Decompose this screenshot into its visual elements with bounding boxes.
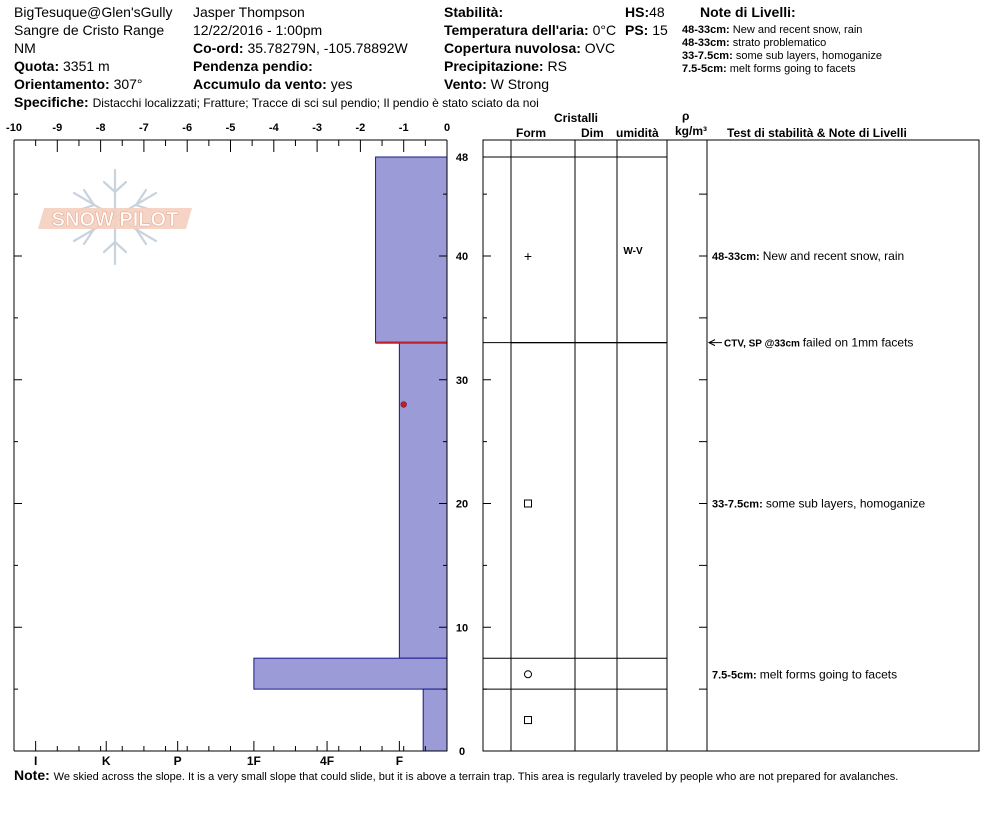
layer-notes-item-text: strato problematico bbox=[729, 37, 827, 49]
elevation-label: Quota: bbox=[14, 58, 60, 74]
hardness-layer-bar bbox=[399, 343, 447, 659]
range-name: Sangre de Cristo Range bbox=[14, 22, 165, 38]
aspect-label: Orientamento: bbox=[14, 76, 110, 92]
hardness-tick-label: P bbox=[173, 754, 182, 768]
temperature-tick-label: -8 bbox=[95, 122, 106, 134]
layer-note-text: some sub layers, homoganize bbox=[765, 496, 926, 511]
temperature-tick-label: -10 bbox=[6, 122, 22, 134]
logo-text: SNOW PILOT bbox=[51, 209, 179, 231]
height-tick-label: 40 bbox=[455, 251, 469, 263]
stability-test bbox=[724, 336, 913, 350]
tests-header: Test di stabilità & Note di Livelli bbox=[727, 126, 907, 140]
crystal-form-symbol bbox=[525, 717, 532, 724]
hardness-tick-label: K bbox=[101, 754, 111, 768]
coordinates-label: Co-ord: bbox=[193, 40, 244, 56]
layer-notes-item-text: melt forms going to facets bbox=[726, 63, 856, 75]
snow-height-value: 48 bbox=[649, 4, 665, 20]
precipitation-label: Precipitazione: bbox=[444, 58, 544, 74]
temperature-point bbox=[401, 402, 407, 408]
hardness-tick-label: F bbox=[395, 754, 404, 768]
cloud-cover-value: OVC bbox=[584, 40, 616, 56]
height-tick-label: 10 bbox=[455, 622, 469, 635]
hardness-layer-bar bbox=[423, 689, 447, 751]
wetness-header: umidità bbox=[616, 126, 659, 140]
layer-note-text: New and recent snow, rain bbox=[762, 249, 905, 263]
observation-datetime: 12/22/2016 - 1:00pm bbox=[193, 22, 323, 38]
crystal-table bbox=[483, 140, 979, 751]
hardness-layer-bar bbox=[254, 658, 447, 689]
air-temperature-label: Temperatura dell'aria: bbox=[444, 22, 589, 38]
pit-depth-value: 15 bbox=[652, 22, 668, 38]
footer-note bbox=[14, 767, 898, 785]
size-header: Dim bbox=[581, 126, 604, 140]
layer-note-range: 33-7.5cm: bbox=[712, 498, 766, 511]
wind-value: W Strong bbox=[490, 76, 550, 92]
temperature-tick-label: 0 bbox=[443, 122, 451, 134]
height-tick-label: 20 bbox=[455, 498, 469, 511]
location-name: BigTesuque@Glen'sGully bbox=[14, 4, 173, 20]
stability-test-text: failed on 1mm facets bbox=[802, 335, 914, 350]
hardness-tick-label: I bbox=[33, 754, 38, 768]
crystal-form-symbol bbox=[525, 500, 532, 507]
slope-angle-label: Pendenza pendio: bbox=[193, 58, 313, 74]
temperature-tick-label: -6 bbox=[182, 122, 193, 134]
specifics-value: Distacchi localizzati; Fratture; Tracce di sci sul pendio; Il pendio è stato sciato da noi bbox=[92, 96, 539, 110]
wind-loading-label: Accumulo da vento: bbox=[193, 76, 327, 92]
temperature-tick-label: -1 bbox=[398, 122, 409, 134]
snow-pilot-logo bbox=[38, 170, 192, 264]
height-tick-label: 30 bbox=[455, 374, 469, 387]
layer-note-range: 48-33cm: bbox=[712, 251, 763, 263]
snow-height-label: HS: bbox=[625, 4, 650, 20]
layer-note-range: 7.5-5cm: bbox=[712, 669, 760, 682]
hardness-tick-label: 4F bbox=[320, 754, 335, 768]
height-tick-label: 48 bbox=[455, 152, 469, 164]
stability-label: Stabilità: bbox=[444, 4, 504, 20]
temperature-tick-label: -2 bbox=[355, 122, 366, 134]
layer-note bbox=[712, 667, 897, 681]
layer-note bbox=[712, 497, 926, 511]
crystal-table-frame bbox=[483, 140, 979, 751]
temperature-tick-label: -5 bbox=[225, 122, 236, 134]
wind-loading-value: yes bbox=[330, 76, 353, 92]
layer-notes-item-range: 48-33cm: bbox=[682, 37, 730, 49]
height-tick-label: 0 bbox=[458, 746, 466, 758]
state-name: NM bbox=[14, 40, 36, 56]
temperature-tick-label: -9 bbox=[52, 122, 63, 134]
pit-depth-label: PS: bbox=[625, 22, 649, 38]
layer-note bbox=[712, 249, 904, 263]
precipitation-value: RS bbox=[547, 58, 567, 74]
temperature-tick-label: -3 bbox=[312, 122, 322, 134]
crystal-wetness: W-V bbox=[623, 246, 643, 257]
density-symbol: ρ bbox=[682, 109, 690, 123]
layer-notes-item-range: 7.5-5cm: bbox=[682, 63, 727, 75]
temperature-tick-label: -7 bbox=[139, 122, 149, 134]
temperature-tick-label: -4 bbox=[268, 122, 279, 134]
density-unit: kg/m³ bbox=[675, 124, 708, 138]
air-temperature-value: 0°C bbox=[592, 22, 617, 38]
stability-test-label: CTV, SP @33cm bbox=[724, 338, 803, 350]
layer-notes-item-text: New and recent snow, rain bbox=[729, 24, 863, 36]
coordinates-value: 35.78279N, -105.78892W bbox=[247, 40, 408, 56]
layer-notes-item-range: 48-33cm: bbox=[682, 24, 730, 36]
footer-note-label: Note: bbox=[14, 767, 50, 783]
footer-note-text: We skied across the slope. It is a very small slope that could slide, but it is above a terrain trap. This area is regularly traveled by people who are not prepared for avalanches. bbox=[53, 771, 899, 783]
layer-notes-item-text: some sub layers, homoganize bbox=[732, 50, 882, 62]
elevation-value: 3351 m bbox=[63, 58, 110, 74]
hardness-tick-label: 1F bbox=[246, 754, 261, 768]
aspect-value: 307° bbox=[113, 76, 143, 92]
crystals-header: Cristalli bbox=[554, 111, 599, 125]
layer-notes-title: Note di Livelli: bbox=[700, 4, 796, 20]
cloud-cover-label: Copertura nuvolosa: bbox=[444, 40, 581, 56]
hardness-layer-bar bbox=[376, 157, 447, 343]
form-header: Form bbox=[516, 126, 546, 140]
wind-label: Vento: bbox=[444, 76, 487, 92]
specifics-label: Specifiche: bbox=[14, 94, 89, 110]
crystal-form-symbol: + bbox=[523, 248, 533, 264]
layer-notes-item-range: 33-7.5cm: bbox=[682, 50, 733, 62]
observer-name: Jasper Thompson bbox=[193, 4, 305, 20]
crystal-form-symbol bbox=[525, 671, 532, 678]
layer-note-text: melt forms going to facets bbox=[759, 667, 898, 682]
